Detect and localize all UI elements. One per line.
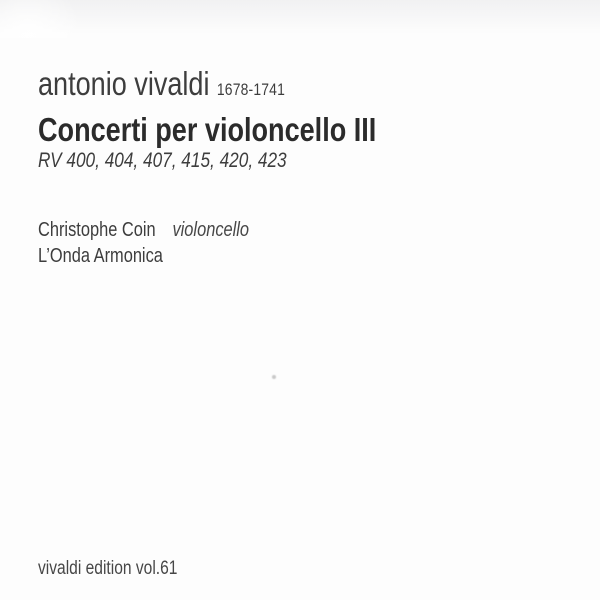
composer-line [38, 67, 339, 106]
scan-edge-shading [0, 0, 600, 38]
album-title-text: Concerti per violoncello III [38, 111, 377, 148]
edition-footer [38, 559, 208, 578]
composer-dates: 1678-1741 [216, 80, 286, 99]
catalog-numbers [38, 150, 341, 171]
composer-name: antonio vivaldi [38, 65, 210, 102]
performer-name: Christophe Coin [38, 219, 156, 241]
catalog-numbers-text: RV 400, 404, 407, 415, 420, 423 [38, 149, 287, 172]
scan-speck [272, 375, 276, 379]
performer-instrument: violoncello [172, 219, 250, 241]
performer-line-ensemble [38, 246, 190, 266]
album-title [38, 113, 451, 146]
ensemble-name: L’Onda Armonica [38, 245, 163, 267]
edition-footer-text: vivaldi edition vol.61 [38, 558, 178, 579]
performer-line-soloist [38, 220, 295, 240]
